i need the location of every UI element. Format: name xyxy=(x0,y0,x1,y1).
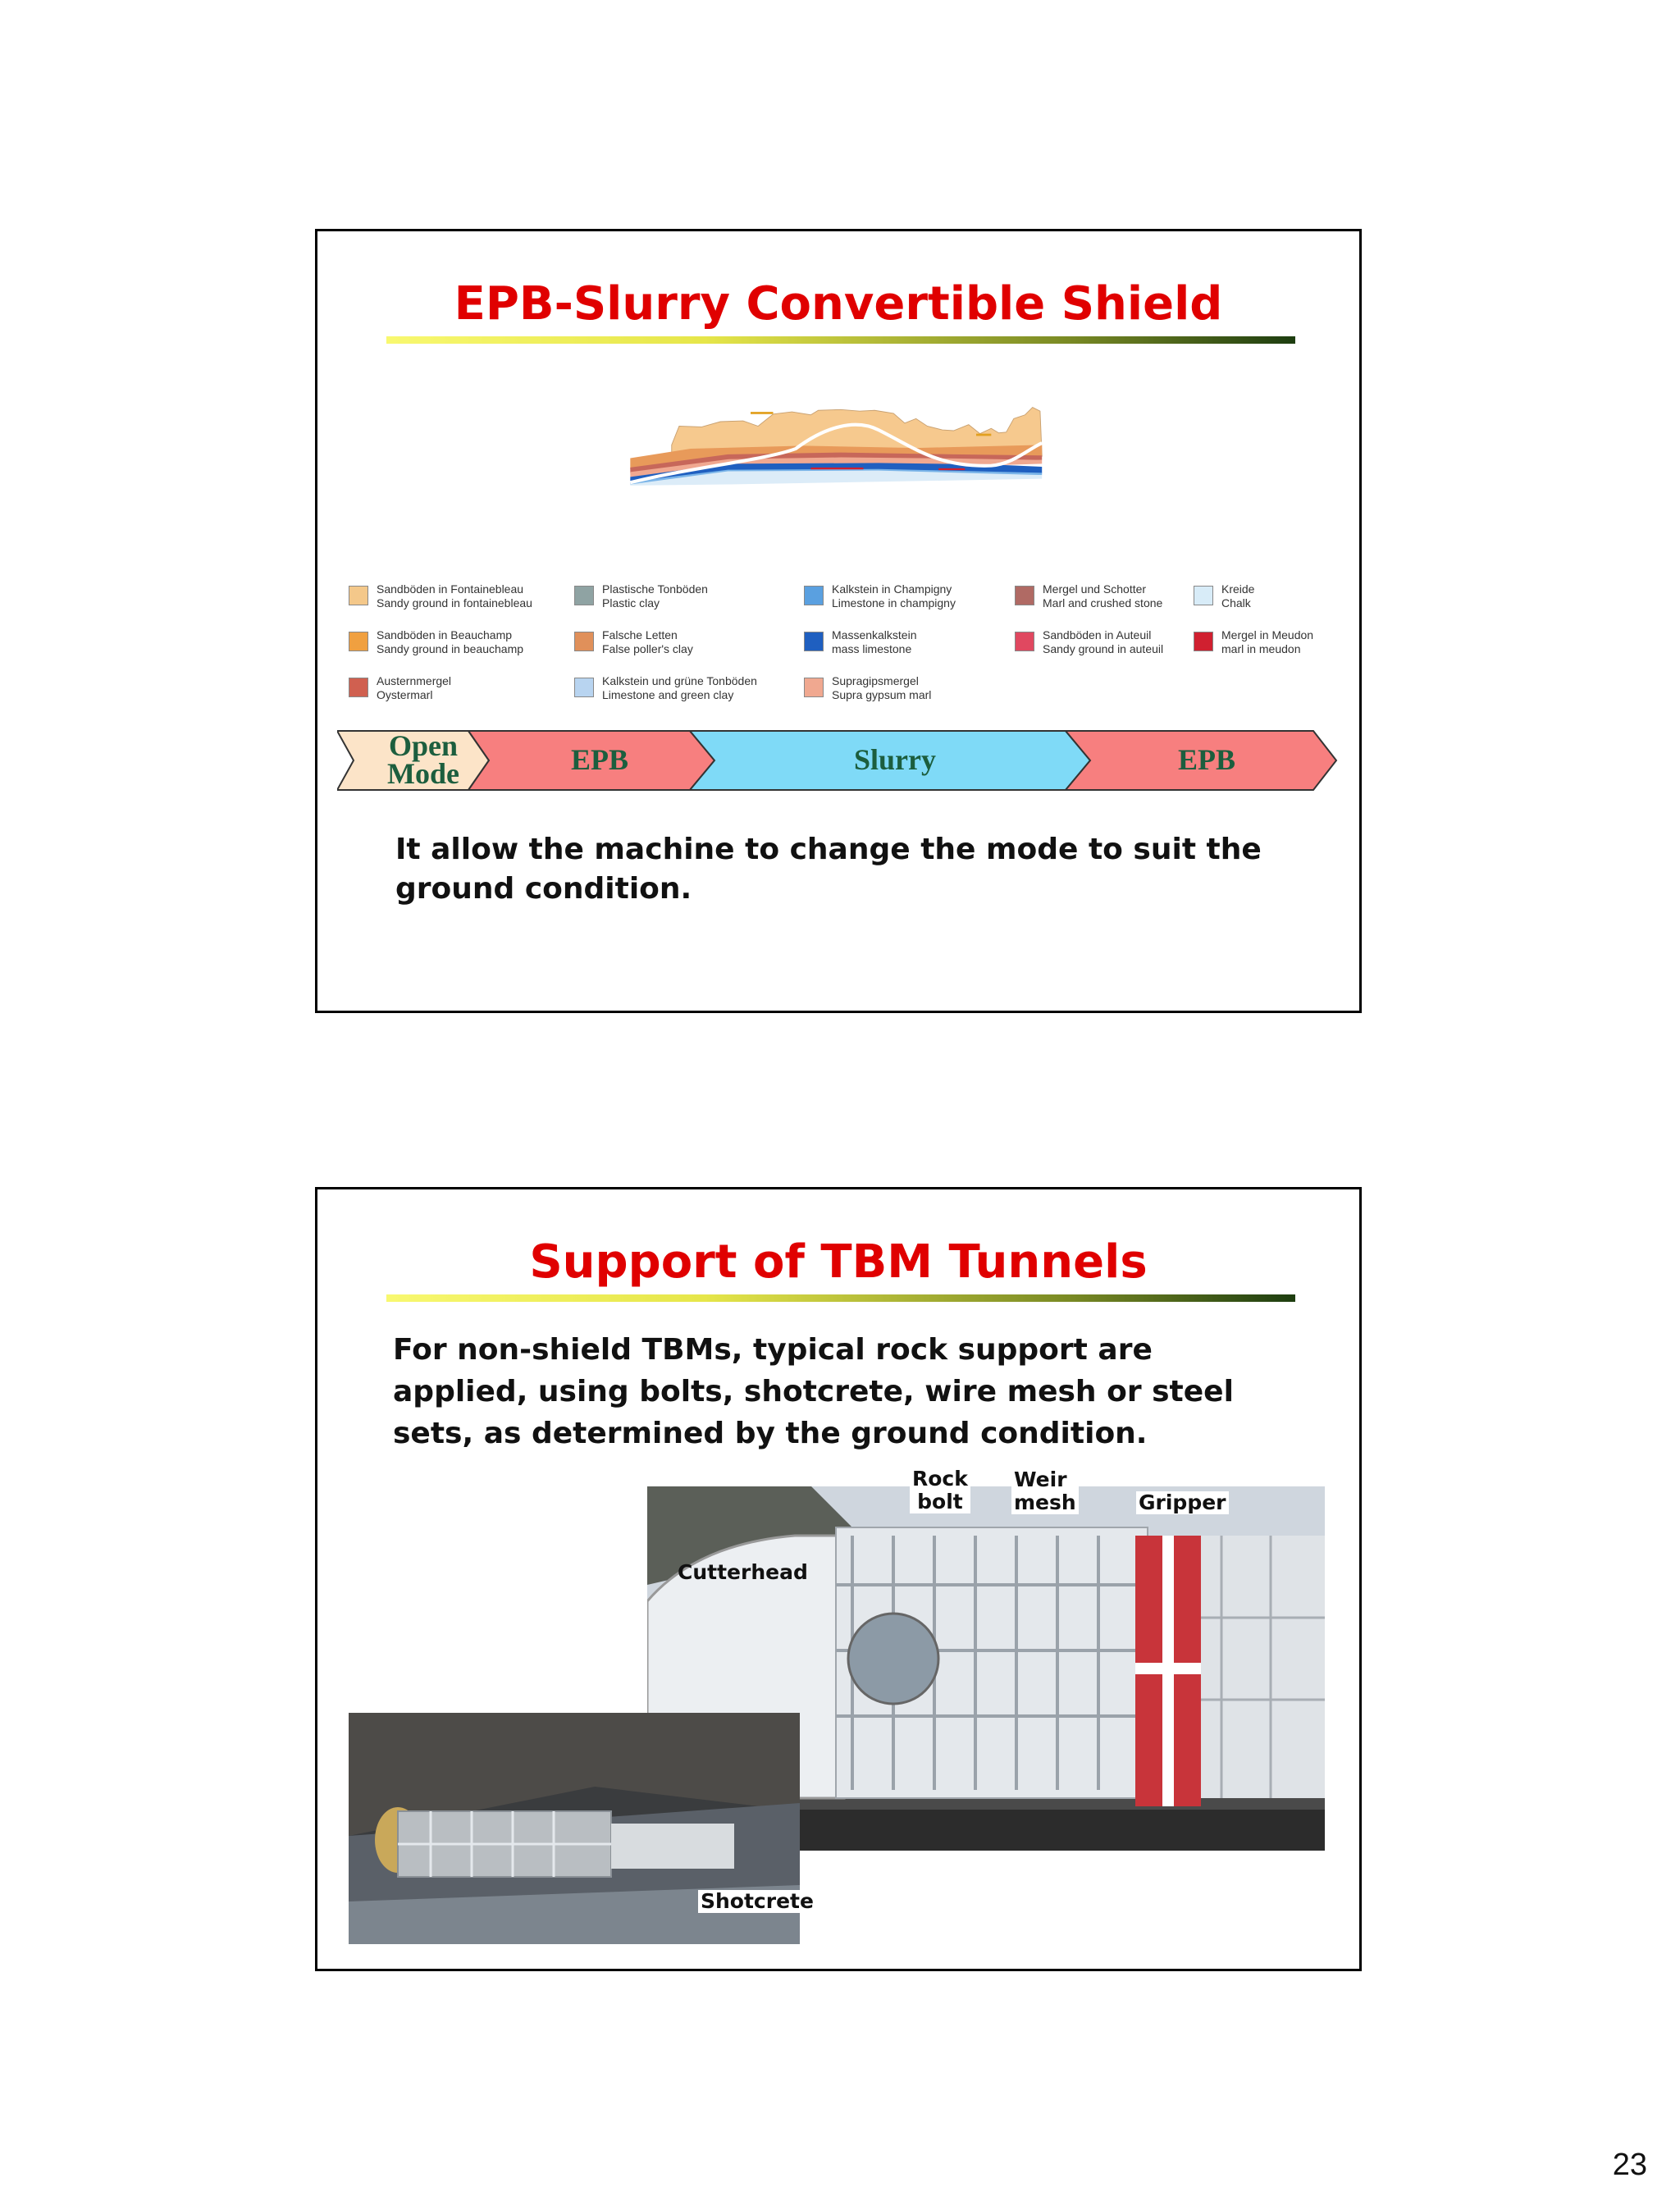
surface-highlight xyxy=(751,412,774,414)
legend-swatch xyxy=(1015,586,1034,605)
legend-swatch xyxy=(1194,632,1213,651)
slide-body: For non-shield TBMs, typical rock support are applied, using bolts, shotcrete, wire mesh or steel sets, as determined by the ground condition. xyxy=(393,1333,1234,1450)
slide-title: EPB-Slurry Convertible Shield xyxy=(454,277,1223,331)
legend-swatch xyxy=(804,632,824,651)
slide-epb-slurry xyxy=(315,229,1362,1013)
label-gripper: Gripper xyxy=(1136,1491,1229,1514)
page-number: 23 xyxy=(1612,2148,1647,2182)
legend-swatch xyxy=(574,678,594,697)
legend-swatch xyxy=(804,678,824,697)
legend-swatch xyxy=(574,632,594,651)
mode-label-epb: EPB xyxy=(1177,743,1235,776)
legend-item: Plastische Tonböden Plastic clay xyxy=(574,582,708,610)
legend-swatch xyxy=(349,678,368,697)
legend-item: Kalkstein und grüne Tonböden Limestone and green clay xyxy=(574,674,757,702)
legend-item: Kreide Chalk xyxy=(1194,582,1254,610)
mode-label-slurry: Slurry xyxy=(853,743,936,776)
slide-caption: It allow the machine to change the mode to suit the ground condition. xyxy=(395,833,1262,906)
legend-swatch xyxy=(349,632,368,651)
legend-item: Mergel und Schotter Marl and crushed stone xyxy=(1015,582,1162,610)
label-rock-bolt: Rock bolt xyxy=(910,1468,970,1513)
legend-swatch xyxy=(349,586,368,605)
legend-item: Sandböden in Fontainebleau Sandy ground in fontainebleau xyxy=(349,582,532,610)
slide-title: Support of TBM Tunnels xyxy=(529,1235,1148,1289)
mode-label-epb: EPB xyxy=(570,743,628,776)
surface-highlight xyxy=(976,434,991,436)
legend-swatch xyxy=(574,586,594,605)
legend-item: Massenkalkstein mass limestone xyxy=(804,628,917,656)
legend-swatch xyxy=(804,586,824,605)
label-weir-mesh: Weir mesh xyxy=(1011,1468,1079,1514)
mode-sequence xyxy=(337,729,1338,795)
legend-item: Sandböden in Beauchamp Sandy ground in beauchamp xyxy=(349,628,523,656)
title-underline xyxy=(386,1294,1295,1302)
label-cutterhead: Cutterhead xyxy=(678,1560,808,1584)
legend-swatch xyxy=(1015,632,1034,651)
slide-tbm-support xyxy=(315,1187,1362,1971)
legend-item: Supragipsmergel Supra gypsum marl xyxy=(804,674,931,702)
title-underline xyxy=(386,336,1295,344)
legend-item: Mergel in Meudon marl in meudon xyxy=(1194,628,1313,656)
geological-cross-section xyxy=(349,404,1333,584)
deep-highlight xyxy=(810,468,863,469)
legend-item: Austernmergel Oystermarl xyxy=(349,674,451,702)
mode-label-open: Open Mode xyxy=(387,729,459,790)
legend-item: Kalkstein in Champigny Limestone in champigny xyxy=(804,582,956,610)
legend-item: Falsche Letten False poller's clay xyxy=(574,628,693,656)
label-shotcrete: Shotcrete xyxy=(698,1890,816,1913)
legend-item: Sandböden in Auteuil Sandy ground in auteuil xyxy=(1015,628,1163,656)
deep-highlight xyxy=(938,468,965,470)
legend xyxy=(349,582,1333,705)
legend-swatch xyxy=(1194,586,1213,605)
